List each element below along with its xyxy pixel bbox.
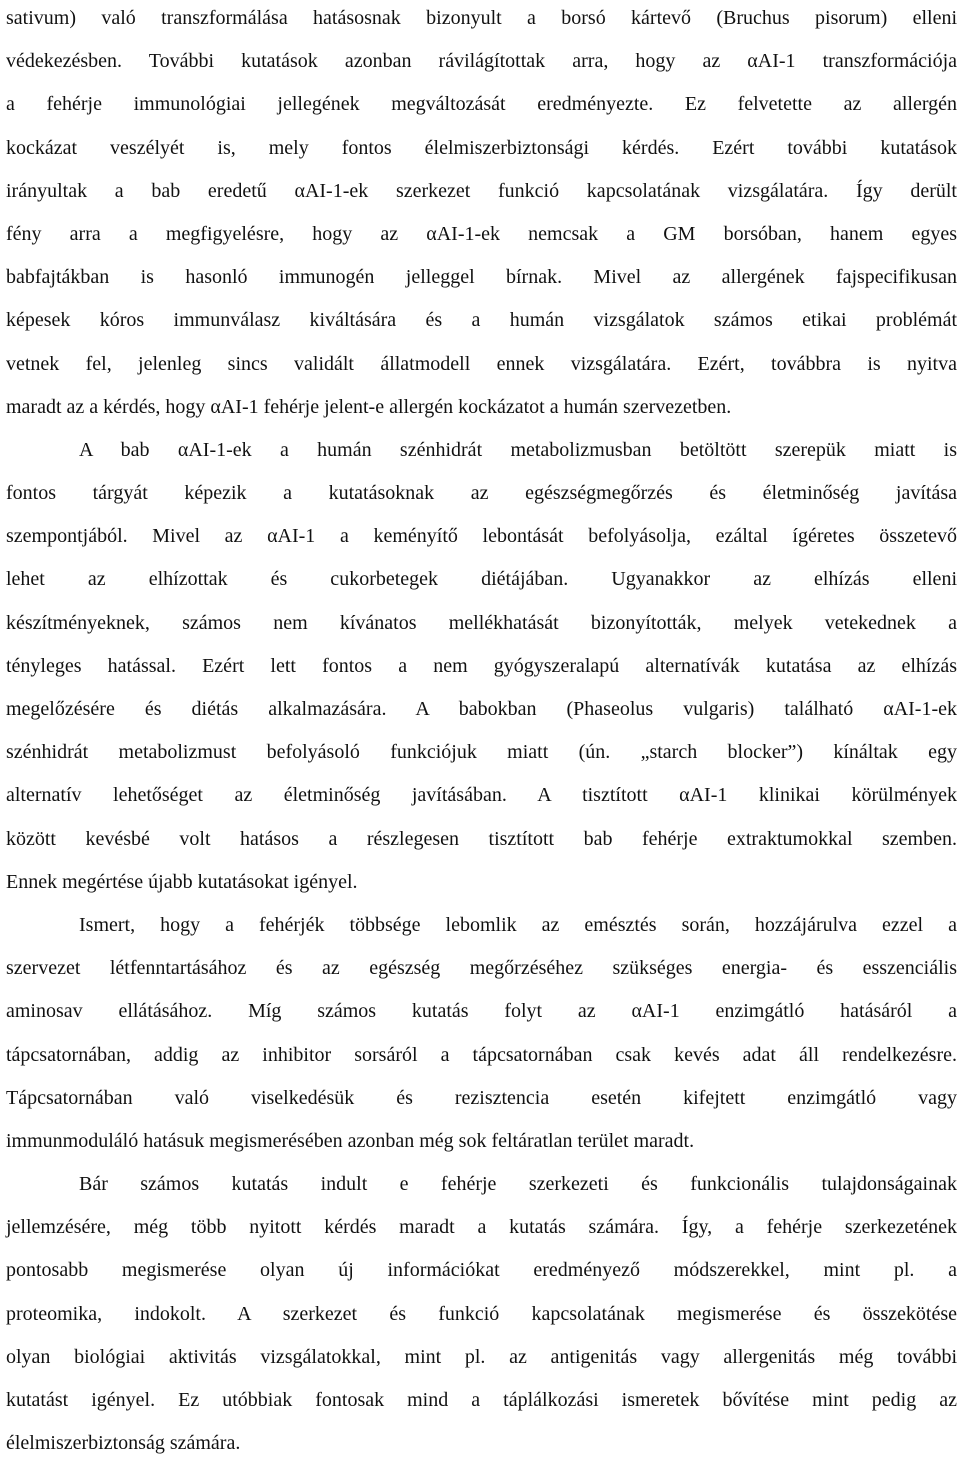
text-line: sativum) való transzformálása hatásosnak bizonyult a borsó kártevő (Bruchus pisorum) elleni bbox=[6, 7, 957, 29]
text-line: védekezésben. További kutatások azonban rávilágítottak arra, hogy az αAI-1 transzformációja bbox=[6, 50, 957, 73]
text-line: tényleges hatással. Ezért lett fontos a nem gyógyszeralapú alternatívák kutatása az elhízás bbox=[6, 654, 957, 677]
text-line: jellemzésére, még több nyitott kérdés maradt a kutatás számára. Így, a fehérje szerkezetének bbox=[6, 1216, 957, 1239]
text-line: szervezet létfenntartásához és az egészség megőrzéséhez szükséges energia- és esszenciális bbox=[6, 957, 957, 980]
text-line: pontosabb megismerése olyan új információkat eredményező módszerekkel, mint pl. a bbox=[6, 1259, 957, 1282]
text-line: lehet az elhízottak és cukorbetegek diétájában. Ugyanakkor az elhízás elleni bbox=[6, 568, 957, 591]
text-line: immunmoduláló hatásuk megismerésében azonban még sok feltáratlan terület maradt. bbox=[6, 1129, 695, 1152]
paragraph-3 bbox=[6, 904, 957, 1163]
text-line: Bár számos kutatás indult e fehérje szerkezeti és funkcionális tulajdonságainak bbox=[79, 1173, 957, 1196]
text-line: kutatást igényel. Ez utóbbiak fontosak mind a táplálkozási ismeretek bővítése mint pedig az bbox=[6, 1389, 957, 1411]
text-line: képesek kóros immunválasz kiváltására és a humán vizsgálatok számos etikai problémát bbox=[6, 309, 957, 332]
text-line: Ennek megértése újabb kutatásokat igényel. bbox=[6, 870, 358, 893]
text-line: Tápcsatornában való viselkedésük és rezisztencia esetén kifejtett enzimgátló vagy bbox=[6, 1086, 957, 1109]
text-line: fontos tárgyát képezik a kutatásoknak az egészségmegőrzés és életminőség javítása bbox=[6, 482, 957, 505]
paragraph-2 bbox=[6, 429, 957, 904]
text-line: élelmiszerbiztonság számára. bbox=[6, 1432, 241, 1455]
text-line: A bab αAI-1-ek a humán szénhidrát metabolizmusban betöltött szerepük miatt is bbox=[79, 438, 957, 461]
text-line: szénhidrát metabolizmust befolyásoló funkciójuk miatt (ún. „starch blocker”) kínáltak egy bbox=[6, 741, 957, 764]
text-line: fény arra a megfigyelésre, hogy az αAI-1-ek nemcsak a GM borsóban, hanem egyes bbox=[6, 222, 957, 245]
text-line: tápcsatornában, addig az inhibitor sorsáról a tápcsatornában csak kevés adat áll rendelkezésre. bbox=[6, 1043, 957, 1066]
text-line: maradt az a kérdés, hogy αAI-1 fehérje jelent-e allergén kockázatot a humán szervezetben. bbox=[6, 395, 732, 418]
text-line: olyan biológiai aktivitás vizsgálatokkal, mint pl. az antigenitás vagy allergenitás még további bbox=[6, 1345, 957, 1368]
text-line: vetnek fel, jelenleg sincs validált állatmodell ennek vizsgálatára. Ezért, továbbra is nyitva bbox=[6, 352, 957, 375]
text-line: babfajtákban is hasonló immunogén jelleggel bírnak. Mivel az allergének fajspecifikusan bbox=[6, 266, 957, 289]
text-line: irányultak a bab eredetű αAI-1-ek szerkezet funkció kapcsolatának vizsgálatára. Így derült bbox=[6, 179, 957, 202]
text-line: megelőzésére és diétás alkalmazására. A babokban (Phaseolus vulgaris) található αAI-1-ek bbox=[6, 698, 957, 720]
text-line: szempontjából. Mivel az αAI-1 a keményítő lebontását befolyásolja, ezáltal ígéretes összetevő bbox=[6, 525, 957, 548]
text-line: kockázat veszélyét is, mely fontos élelmiszerbiztonsági kérdés. Ezért további kutatások bbox=[6, 136, 957, 159]
text-line: alternatív lehetőséget az életminőség javításában. A tisztított αAI-1 klinikai körülmények bbox=[6, 784, 957, 807]
paragraph-4 bbox=[6, 1163, 957, 1465]
document-page bbox=[6, 0, 957, 1465]
paragraph-1 bbox=[6, 0, 957, 429]
text-line: Ismert, hogy a fehérjék többsége lebomlik az emésztés során, hozzájárulva ezzel a bbox=[79, 913, 957, 936]
text-line: aminosav ellátásához. Míg számos kutatás folyt az αAI-1 enzimgátló hatásáról a bbox=[6, 1000, 957, 1023]
text-line: proteomika, indokolt. A szerkezet és funkció kapcsolatának megismerése és összekötése bbox=[6, 1302, 957, 1325]
text-line: készítményeknek, számos nem kívánatos mellékhatását bizonyították, melyek vetekednek a bbox=[6, 611, 957, 634]
text-line: a fehérje immunológiai jellegének megváltozását eredményezte. Ez felvetette az allergén bbox=[6, 93, 957, 116]
text-line: között kevésbé volt hatásos a részlegesen tisztított bab fehérje extraktumokkal szemben. bbox=[6, 827, 957, 850]
